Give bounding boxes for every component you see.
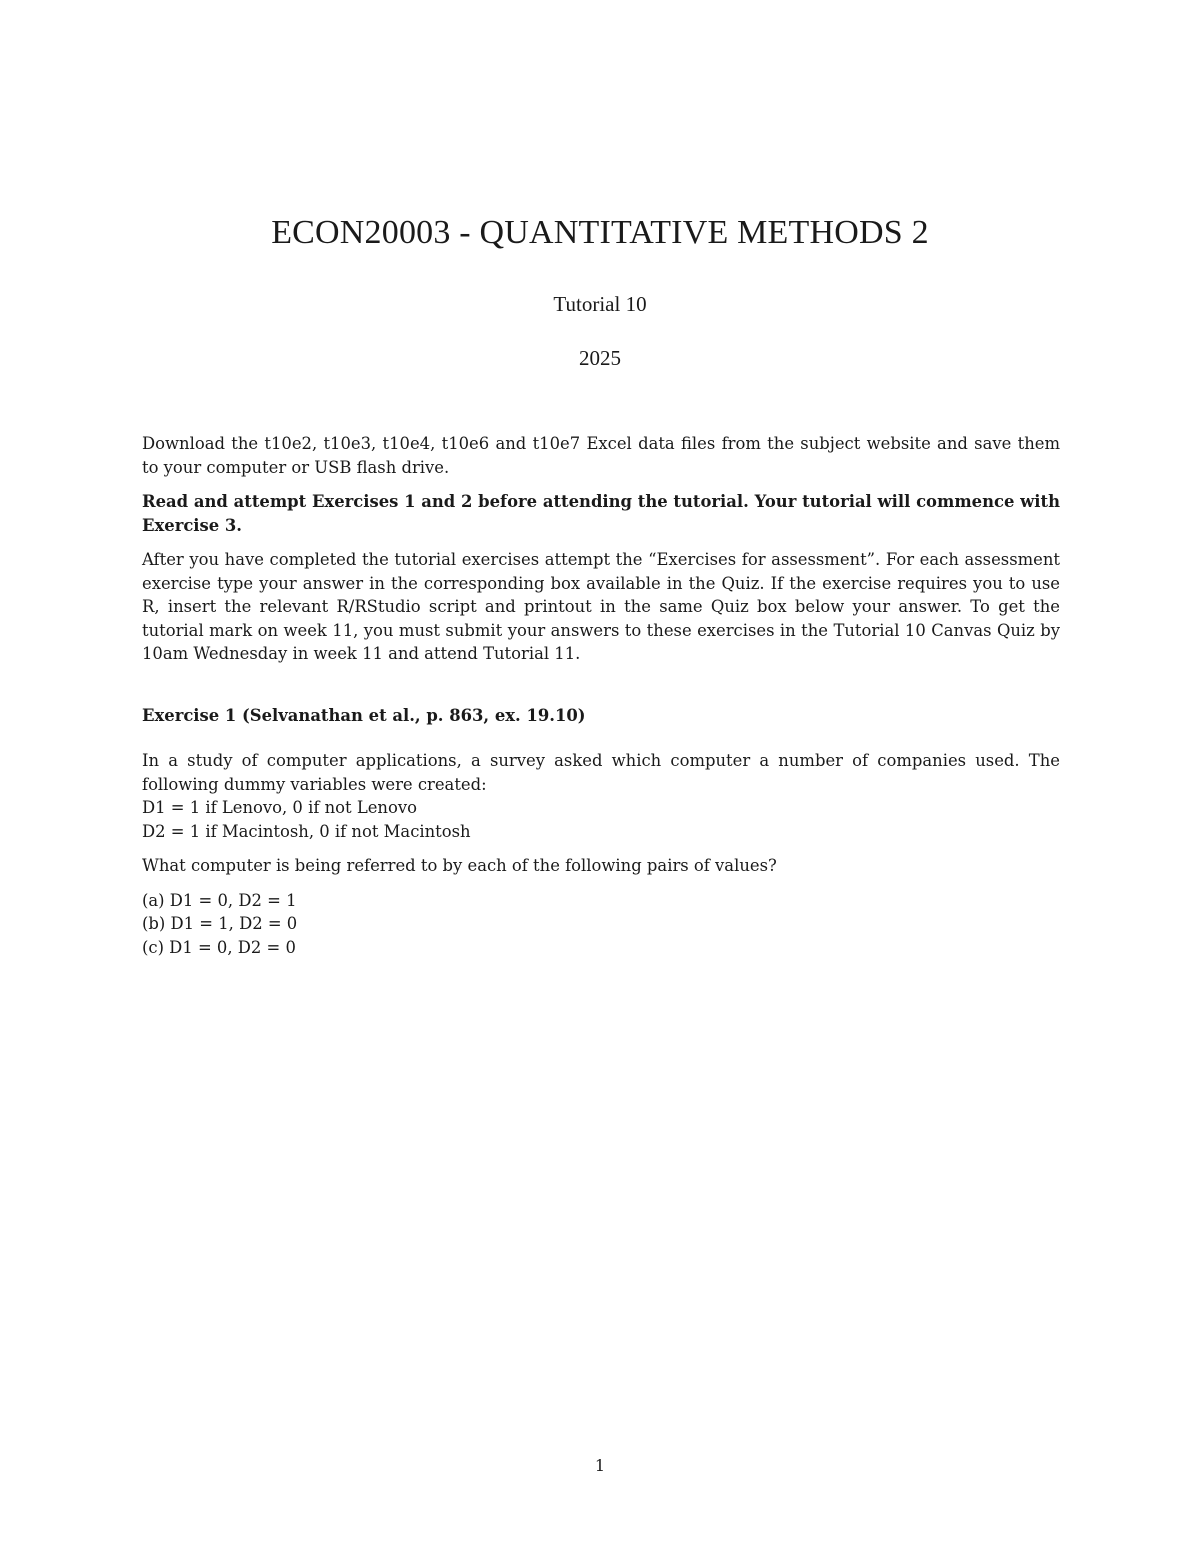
exercise-1-part-c: (c) D1 = 0, D2 = 0 (142, 937, 296, 957)
document-title: ECON20003 - QUANTITATIVE METHODS 2 (271, 214, 929, 251)
dummy-variable-d1: D1 = 1 if Lenovo, 0 if not Lenovo (142, 798, 417, 817)
exercise-1-description: In a study of computer applications, a survey asked which computer a number of companies used. The following dummy variables were created: (142, 751, 1060, 794)
exercise-1-parts (142, 889, 1060, 960)
attempt-instructions: Read and attempt Exercises 1 and 2 before attending the tutorial. Your tutorial will commence with Exercise 3. (142, 492, 1060, 535)
download-instructions: Download the t10e2, t10e3, t10e4, t10e6 and t10e7 Excel data files from the subject website and save them to your computer or USB flash drive. (142, 434, 1060, 477)
exercise-1-text (142, 749, 1060, 843)
document-year: 2025 (579, 346, 621, 370)
page-number: 1 (594, 1456, 606, 1475)
exercise-1-part-a: (a) D1 = 0, D2 = 1 (142, 890, 297, 910)
document-body (142, 432, 1060, 970)
tutorial-number: Tutorial 10 (553, 292, 647, 316)
exercise-1-heading: Exercise 1 (Selvanathan et al., p. 863, ex. 19.10) (142, 705, 586, 725)
assessment-instructions: After you have completed the tutorial exercises attempt the “Exercises for assessment”. For each assessment exercise type your answer in the corresponding box available in the Quiz. If the exercise requires you to use R, insert the relevant R/RStudio script and printout in the same Quiz box below your answer. To get the tutorial mark on week 11, you must submit your answers to these exercises in the Tutorial 10 Canvas Quiz by 10am Wednesday in week 11 and attend Tutorial 11. (142, 550, 1060, 663)
dummy-variable-d2: D2 = 1 if Macintosh, 0 if not Macintosh (142, 821, 471, 841)
exercise-1-question: What computer is being referred to by each of the following pairs of values? (142, 856, 777, 875)
exercise-1-part-b: (b) D1 = 1, D2 = 0 (142, 914, 298, 933)
